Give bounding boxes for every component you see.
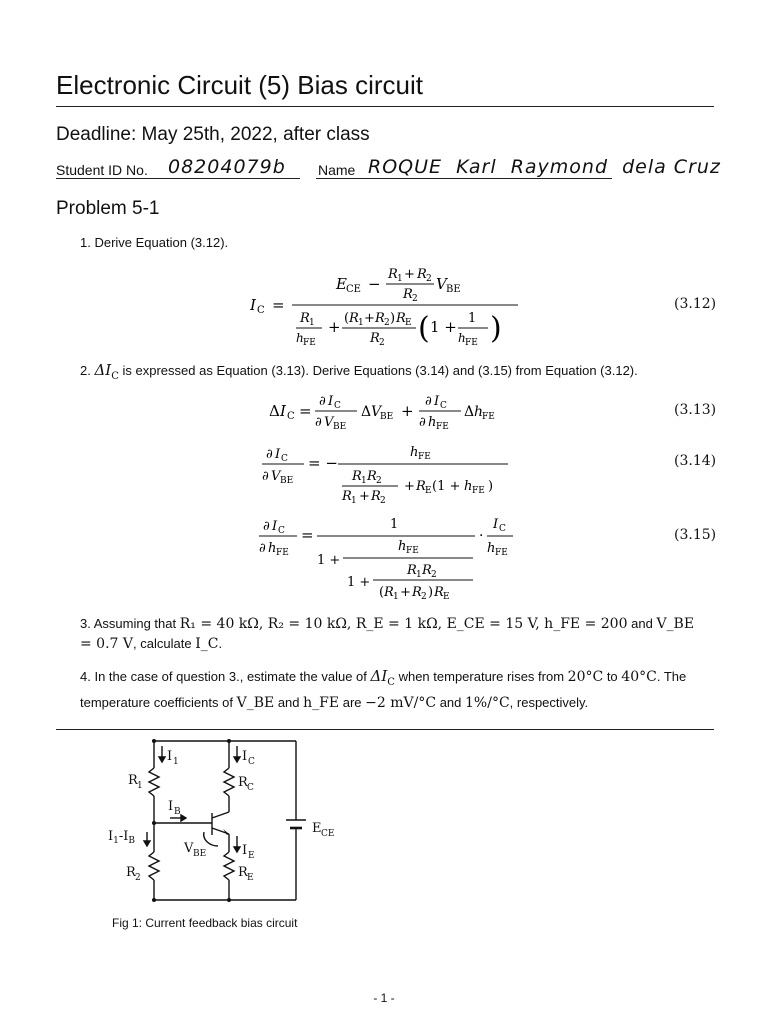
svg-text:R: R: [403, 287, 413, 302]
svg-text:I: I: [493, 517, 499, 532]
svg-text:(: (: [344, 311, 350, 326]
svg-text:V: V: [271, 469, 281, 484]
equation-3-13: [265, 390, 505, 434]
label-ie-sub: E: [248, 851, 255, 861]
label-ic-sub: C: [248, 757, 255, 767]
svg-text:= −: = −: [308, 454, 338, 472]
svg-text:1: 1: [468, 311, 477, 326]
question-3-vbe: V_BE = 0.7 V: [80, 616, 695, 652]
label-ic: I: [242, 749, 248, 764]
svg-text:I: I: [250, 296, 256, 314]
svg-text:h: h: [474, 404, 484, 420]
svg-text:1: 1: [397, 274, 403, 284]
question-4-vbe: V_BE: [236, 695, 275, 711]
question-4-coef-2: 1%/°C: [465, 695, 510, 711]
question-4: 4. In the case of question 3., estimate the value of $\Delta I_C$ when temperature rises from 20°C to 40°C. The temperature coefficients of V_BE and h_FE are −2 mV/°C and 1%/°C, respectively.: [80, 667, 687, 711]
svg-text:∂: ∂: [266, 447, 273, 462]
label-r2-sub: 2: [135, 873, 141, 883]
svg-text:I: I: [328, 394, 334, 409]
equation-3-14: [258, 440, 518, 506]
question-4-are: are: [342, 695, 362, 710]
svg-text:1: 1: [309, 318, 315, 328]
svg-text:R: R: [367, 469, 377, 484]
svg-text:V: V: [436, 275, 447, 293]
svg-text:C: C: [499, 524, 506, 534]
svg-text:FE: FE: [303, 338, 316, 348]
svg-text:FE: FE: [418, 452, 431, 462]
question-3: 3. Assuming that R₁ = 40 kΩ, R₂ = 10 kΩ, R_E = 1 kΩ, E_CE = 15 V, h_FE = 200 and V_BE = 0.7 V, calculate I_C.: [80, 616, 695, 652]
label-ece-sub: CE: [321, 829, 335, 839]
svg-text:+: +: [364, 311, 375, 326]
svg-text:1: 1: [361, 476, 367, 486]
svg-text:R: R: [416, 479, 426, 494]
question-2: [80, 360, 720, 387]
svg-text:V: V: [371, 404, 382, 420]
svg-text:2: 2: [412, 294, 418, 304]
svg-text:FE: FE: [472, 486, 485, 496]
svg-text:=: =: [299, 402, 312, 420]
svg-text:R: R: [407, 563, 417, 578]
svg-text:I: I: [272, 519, 278, 534]
svg-text:2: 2: [421, 592, 427, 602]
label-i1-sub: 1: [173, 757, 179, 767]
svg-text:2: 2: [431, 570, 437, 580]
svg-text:R: R: [370, 331, 380, 346]
svg-text:+: +: [401, 402, 414, 420]
label-r1: R: [128, 773, 138, 788]
svg-text:∂: ∂: [263, 519, 270, 534]
svg-text:C: C: [281, 454, 288, 464]
svg-text:FE: FE: [482, 412, 495, 422]
svg-text:R: R: [396, 311, 406, 326]
svg-text:BE: BE: [280, 476, 294, 486]
svg-text:E: E: [336, 275, 347, 293]
section-divider: [56, 729, 714, 730]
question-3-prefix: 3. Assuming that: [80, 616, 177, 631]
svg-text:R: R: [349, 311, 359, 326]
svg-text:h: h: [398, 539, 407, 554]
label-ib: I: [168, 799, 174, 814]
label-r2: R: [126, 865, 136, 880]
question-1: 1. Derive Equation (3.12).: [80, 235, 229, 250]
question-2-number: 2.: [80, 363, 91, 378]
svg-text:∂: ∂: [315, 415, 322, 430]
equation-number-3-14: (3.14): [674, 453, 717, 469]
svg-text:I: I: [275, 447, 281, 462]
svg-text:I: I: [434, 394, 440, 409]
svg-text:+: +: [400, 585, 411, 600]
name-handwritten: ROQUE Karl Raymond dela Cruz: [368, 156, 721, 178]
svg-text:1: 1: [416, 570, 422, 580]
page-number: - 1 -: [373, 991, 395, 1005]
svg-text:R: R: [422, 563, 432, 578]
question-4-text-c: The temperature coefficients of: [80, 669, 687, 710]
svg-text:V: V: [324, 415, 334, 430]
svg-text:h: h: [458, 331, 466, 345]
svg-text:): ): [490, 311, 502, 346]
svg-text:R: R: [342, 489, 352, 504]
question-4-temp-2: 40°C: [621, 669, 657, 685]
question-3-suffix: , calculate: [133, 636, 192, 651]
problem-heading: Problem 5-1: [56, 198, 160, 219]
label-ie: I: [242, 843, 248, 858]
delta-ic-symbol-2: $\Delta I_C$: [370, 667, 395, 688]
svg-text:E: E: [405, 318, 412, 328]
svg-text:Δ: Δ: [269, 402, 280, 420]
svg-text:): ): [390, 311, 396, 326]
label-rc-sub: C: [247, 783, 254, 793]
svg-text:BE: BE: [333, 422, 347, 432]
svg-text:R: R: [371, 489, 381, 504]
svg-text:C: C: [440, 401, 447, 411]
svg-text:CE: CE: [346, 284, 361, 295]
circuit-diagram: [100, 736, 360, 906]
label-i1: I: [167, 749, 173, 764]
svg-text:1 +: 1 +: [347, 575, 371, 590]
svg-text:FE: FE: [406, 546, 419, 556]
svg-text:1 +: 1 +: [430, 318, 457, 336]
question-3-values: R₁ = 40 kΩ, R₂ = 10 kΩ, R_E = 1 kΩ, E_CE = 15 V, h_FE = 200: [179, 616, 628, 632]
svg-text:BE: BE: [380, 412, 394, 422]
svg-text:R: R: [384, 585, 394, 600]
question-4-to: to: [606, 669, 618, 684]
equation-number-3-12: (3.12): [674, 296, 717, 312]
svg-text:2: 2: [379, 338, 385, 348]
svg-text:R: R: [352, 469, 362, 484]
svg-text:=: =: [272, 296, 285, 314]
svg-text:+: +: [404, 267, 415, 282]
svg-text:FE: FE: [465, 338, 478, 348]
svg-text:h: h: [428, 415, 437, 430]
svg-text:R: R: [434, 585, 444, 600]
svg-text:2: 2: [376, 476, 382, 486]
svg-text:E: E: [443, 592, 450, 602]
question-3-and: and: [631, 616, 653, 631]
svg-text:): ): [488, 479, 494, 494]
svg-text:C: C: [334, 401, 341, 411]
svg-text:E: E: [425, 486, 432, 496]
svg-text:C: C: [287, 411, 295, 422]
svg-text:): ): [428, 585, 434, 600]
svg-text:+: +: [359, 489, 370, 504]
svg-text:R: R: [417, 267, 427, 282]
svg-text:FE: FE: [276, 548, 289, 558]
question-4-text-b: when temperature rises from: [398, 669, 565, 684]
svg-text:(1 +: (1 +: [432, 479, 461, 494]
svg-text:FE: FE: [436, 422, 449, 432]
question-4-and: and: [277, 695, 300, 710]
svg-text:BE: BE: [446, 284, 461, 295]
svg-text:h: h: [296, 331, 304, 345]
svg-text:h: h: [268, 541, 277, 556]
page-title: Electronic Circuit (5) Bias circuit: [56, 70, 423, 100]
svg-text:1: 1: [358, 318, 364, 328]
svg-text:+: +: [328, 318, 341, 336]
question-4-coef-1: −2 mV/°C: [365, 695, 437, 711]
svg-text:R: R: [412, 585, 422, 600]
svg-text:FE: FE: [495, 548, 508, 558]
label-re-sub: E: [247, 873, 254, 883]
delta-ic-symbol: $\Delta I_C$: [94, 361, 119, 382]
equation-3-15: [255, 512, 525, 604]
svg-text:∂: ∂: [262, 469, 269, 484]
name-label: Name: [318, 162, 356, 178]
figure-caption: Fig 1: Current feedback bias circuit: [112, 916, 298, 930]
svg-text:−: −: [368, 275, 381, 293]
question-4-hfe: h_FE: [303, 695, 340, 711]
question-2-text: is expressed as Equation (3.13). Derive Equations (3.14) and (3.15) from Equation (3.12).: [122, 363, 638, 378]
student-id-handwritten: 08204079b: [168, 156, 286, 178]
svg-text:h: h: [487, 541, 496, 556]
svg-text:h: h: [410, 445, 419, 460]
svg-text:I: I: [280, 402, 286, 420]
deadline: Deadline: May 25th, 2022, after class: [56, 124, 370, 145]
svg-text:(: (: [418, 311, 430, 346]
equation-number-3-13: (3.13): [674, 402, 717, 418]
student-id-field: [168, 156, 298, 178]
svg-text:C: C: [257, 305, 265, 316]
equation-3-12: [240, 258, 530, 350]
svg-text:=: =: [301, 526, 314, 544]
svg-text:R: R: [375, 311, 385, 326]
label-i1-minus-ib: $I_1-I_B$: [108, 829, 136, 846]
svg-text:2: 2: [384, 318, 390, 328]
svg-text:+: +: [404, 479, 415, 494]
svg-text:1: 1: [390, 517, 399, 532]
svg-text:1: 1: [393, 592, 399, 602]
label-ece: E: [312, 821, 322, 836]
question-4-temp-1: 20°C: [567, 669, 604, 685]
svg-text:Δ: Δ: [361, 404, 372, 420]
svg-text:∂: ∂: [419, 415, 426, 430]
svg-text:∂: ∂: [259, 541, 266, 556]
svg-text:1 +: 1 +: [317, 553, 341, 568]
svg-text:h: h: [464, 479, 473, 494]
svg-text:∂: ∂: [425, 394, 432, 409]
label-ib-sub: B: [174, 807, 181, 817]
svg-text:C: C: [278, 526, 285, 536]
name-field: [368, 156, 721, 178]
svg-text:1: 1: [351, 496, 357, 506]
label-re: R: [238, 865, 248, 880]
question-4-and-2: and: [439, 695, 462, 710]
question-4-text-a: 4. In the case of question 3., estimate the value of: [80, 669, 367, 684]
svg-text:·: ·: [479, 528, 484, 544]
label-vbe: V: [184, 841, 194, 856]
svg-text:2: 2: [426, 274, 432, 284]
label-r1-sub: 1: [137, 781, 143, 791]
svg-text:R: R: [300, 311, 310, 326]
equation-number-3-15: (3.15): [674, 527, 717, 543]
title-divider: [56, 106, 714, 107]
svg-text:Δ: Δ: [464, 404, 475, 420]
svg-text:∂: ∂: [319, 394, 326, 409]
svg-text:2: 2: [380, 496, 386, 506]
svg-text:(: (: [379, 585, 385, 600]
label-vbe-sub: BE: [193, 849, 207, 859]
label-rc: R: [238, 775, 248, 790]
svg-text:R: R: [388, 267, 398, 282]
question-4-end: , respectively.: [509, 695, 589, 710]
student-id-label: Student ID No.: [56, 162, 148, 178]
question-3-ic: I_C: [195, 636, 219, 652]
